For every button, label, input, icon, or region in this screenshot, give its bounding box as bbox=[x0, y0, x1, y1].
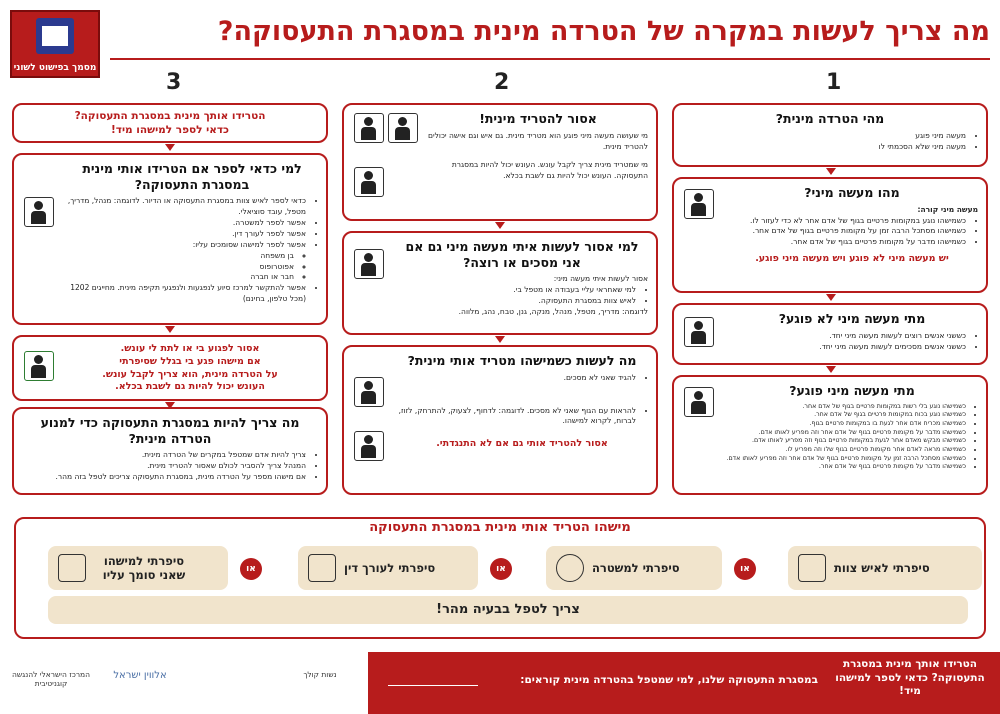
list-item: • צריך להיות אדם שמטפל במקרים של הטרדה מינית. bbox=[22, 450, 306, 461]
box-forbidden-harassment bbox=[342, 103, 658, 221]
box-lead: אסור לעשות איתי מעשה מיני: bbox=[553, 274, 648, 284]
list-item: • המנהל צריך להסביר לכולם שאסור להטריד מינית. bbox=[22, 461, 306, 472]
title-divider bbox=[110, 58, 990, 60]
box-note: אסור להטריד אותי גם אם לא התנגדתי. bbox=[436, 438, 608, 450]
callout-line: על הטרדה מינית, הוא צריך לקבל עונש. bbox=[102, 368, 278, 380]
list-item: • כשמישהו מכריח אדם אחר לגעת בו במקומות פרטיים בגוף. bbox=[726, 420, 966, 429]
box-what-is-sexual-act bbox=[672, 177, 988, 293]
list-item: • כדאי לספר לאיש צוות במסגרת התעסוקה או הדיור. לדוגמה: מנהל, מדריך, מטפל, עובד סוציאלי. bbox=[66, 196, 306, 218]
police-badge-icon bbox=[556, 554, 584, 582]
urgent-banner: צריך לטפל בבעיה מהר! bbox=[48, 596, 968, 624]
list-item: • כשמישהו נוגע בלי רשות במקומות פרטיים בגוף של אדם אחר. bbox=[726, 403, 966, 412]
arrow-down-icon bbox=[165, 144, 175, 151]
list-item: • כשמישהו מדבר על מקומות פרטיים בגוף של אדם אחר וזה מפריע לאותו אדם. bbox=[726, 429, 966, 438]
page-title: מה צריך לעשות במקרה של הטרדה מינית במסגרת התעסוקה? bbox=[217, 16, 990, 47]
box-note: יש מעשה מיני לא פוגע ויש מעשה מיני פוגע. bbox=[755, 253, 949, 265]
box-lead: מעשה מיני קורה: bbox=[917, 204, 978, 214]
box-who-is-forbidden bbox=[342, 231, 658, 335]
box-what-to-do bbox=[342, 345, 658, 495]
box-title: מתי מעשה מיני פוגע? bbox=[789, 383, 915, 398]
list-item: • מעשה מיני שלא הסכמתי לו bbox=[682, 142, 966, 153]
or-badge: או bbox=[240, 558, 262, 580]
box-title: למי אסור לעשות איתי מעשה מיני גם אם אני מסכים או רוצה? bbox=[405, 239, 639, 270]
say-no-icon bbox=[354, 377, 384, 407]
list-item: ◦ חבר או חברה bbox=[66, 272, 294, 283]
book-reader-icon bbox=[36, 18, 74, 54]
list-item: • כשמישהו מדבר על מקומות פרטיים בגוף של אדם אחר. bbox=[726, 463, 966, 472]
staff-icon bbox=[354, 249, 384, 279]
or-badge: או bbox=[734, 558, 756, 580]
or-badge: או bbox=[490, 558, 512, 580]
box-title: מהי הטרדה מינית? bbox=[775, 111, 885, 126]
list-item: • להראות עם הגוף שאני לא מסכים. לדוגמה: לדחוף, לצעוק, להתרחק, לזוז, לברוח, לקרוא למישהו. bbox=[396, 406, 636, 428]
option-staff bbox=[788, 546, 982, 590]
logo bbox=[10, 10, 100, 78]
list-item: • כשמישהו מדבר על מקומות פרטיים בגוף של אדם אחר. bbox=[726, 237, 966, 248]
box-prevention bbox=[12, 407, 328, 495]
stop-hand-icon bbox=[354, 431, 384, 461]
footer-lead: הטרידו אותך מינית במסגרת התעסוקה? כדאי לספר למישהו מיד! bbox=[835, 658, 985, 698]
box-title: למי כדאי לספר אם הטרידו אותי מינית במסגרת התעסוקה? bbox=[82, 161, 302, 192]
list-item: • כששני אנשים רוצים לעשות מעשה מיני יחד. bbox=[726, 331, 966, 342]
hug-icon bbox=[684, 317, 714, 347]
conversation-icon bbox=[58, 554, 86, 582]
list-item: • להגיד שאני לא מסכים. bbox=[396, 373, 636, 384]
box-title: מה צריך להיות במסגרת התעסוקה כדי למנוע הטרדה מינית? bbox=[40, 415, 300, 446]
list-item: • כשמישהו מראה לאדם אחר מקומות פרטיים בגוף שלו וזה מפריע לו. bbox=[726, 446, 966, 455]
option-label: סיפרתי למשטרה bbox=[592, 560, 680, 575]
list-item: • כשמישהו מסתכל הרבה זמן על מקומות פרטיים בגוף של אדם אחר. bbox=[726, 226, 966, 237]
talking-icon bbox=[24, 197, 54, 227]
box-no-retaliation bbox=[12, 335, 328, 401]
box-what-is-harassment bbox=[672, 103, 988, 167]
option-label: סיפרתי לעורך דין bbox=[344, 560, 436, 575]
list-item: • מעשה מיני פוגע bbox=[682, 131, 966, 142]
arrow-down-icon bbox=[826, 168, 836, 175]
box-title: מתי מעשה מיני לא פוגע? bbox=[778, 311, 926, 326]
box-harmful-act bbox=[672, 375, 988, 495]
partner-logo: נשות קולך bbox=[303, 670, 337, 679]
arrow-down-icon bbox=[826, 366, 836, 373]
box-example: לדוגמה: מדריך, מטפל, מנהל, מנקה, גנן, טבח, נהג, מלווה. bbox=[458, 306, 648, 316]
option-trusted-person bbox=[48, 546, 228, 590]
desk-person-icon bbox=[798, 554, 826, 582]
flow-title: מישהו הטריד אותי מינית במסגרת התעסוקה bbox=[369, 520, 631, 535]
list-item: • אפשר להתקשר למרכז סיוע לנפגעות ולנפגעי תקיפה מינית. מחייגים 1202 (מכל טלפון, בחינם) bbox=[66, 283, 306, 305]
push-icon bbox=[388, 113, 418, 143]
column-number-1: 1 bbox=[826, 70, 842, 95]
option-police bbox=[546, 546, 722, 590]
callout-line: הטרידו אותך מינית במסגרת התעסוקה? bbox=[74, 110, 266, 122]
list-item: • כששני אנשים מסכימים לעשות מעשה מיני יחד. bbox=[726, 342, 966, 353]
list-item: • כשמישהו מסתכל הרבה זמן על מקומות פרטיים בגוף של אדם אחר וזה מפריע לאותו אדם. bbox=[726, 455, 966, 464]
box-tell-someone bbox=[12, 103, 328, 143]
harassment-icon bbox=[684, 387, 714, 417]
list-item: • אפשר לספר לעורך דין. bbox=[66, 229, 306, 240]
fill-in-line[interactable] bbox=[388, 685, 478, 686]
list-item: • כשמישהו נוגע במקומות פרטיים בגוף של אדם אחר לא כדי לעזור לו. bbox=[726, 216, 966, 227]
option-label: סיפרתי לאיש צוות bbox=[834, 560, 930, 575]
box-title: מהו מעשה מיני? bbox=[804, 185, 900, 200]
box-text: מי שעושה מעשה מיני פוגע הוא מטריד מינית. גם איש וגם אישה יכולים להטריד מינית. bbox=[428, 130, 648, 151]
lawyer-icon bbox=[308, 554, 336, 582]
couple-icon bbox=[684, 189, 714, 219]
list-item: • אפשר לספר למשטרה. bbox=[66, 218, 306, 229]
box-text: מי שמטריד מינית צריך לקבל עונש. העונש יכול להיות במסגרת התעסוקה. העונש יכול להיות גם לשבת בכלא. bbox=[451, 160, 648, 181]
column-number-3: 3 bbox=[166, 70, 182, 95]
logo-caption: מסמך בפישוט לשוני bbox=[13, 63, 97, 73]
list-item: • כשמישהו מבקש מאדם אחר לגעת במקומות פרטיים בגוף וזה מפריע לאותו אדם. bbox=[726, 437, 966, 446]
callout-line: אם מישהו פגע בי בגלל שסיפרתי bbox=[119, 355, 261, 367]
list-item: • אם מישהו מספר על הטרדה מינית, במסגרת התעסוקה צריכים לטפל בזה מהר. bbox=[22, 472, 306, 483]
grab-icon bbox=[354, 113, 384, 143]
option-lawyer bbox=[298, 546, 478, 590]
arrow-down-icon bbox=[495, 222, 505, 229]
partner-logo: המרכז הישראלי להנגשה קוגניטיבית bbox=[11, 670, 91, 688]
partner-logo: אלווין ישראל bbox=[113, 670, 167, 681]
footer-banner bbox=[368, 652, 1000, 714]
list-item: ◦ אפוטרופוס bbox=[66, 262, 294, 273]
arrow-down-icon bbox=[165, 326, 175, 333]
callout-line: אסור לפגוע בי או לתת לי עונש. bbox=[120, 343, 260, 354]
check-person-icon bbox=[24, 351, 54, 381]
list-item: • כשמישהו נוגע בכוח במקומות פרטיים בגוף של אדם אחר. bbox=[726, 411, 966, 420]
box-title: מה לעשות כשמישהו מטריד אותי מינית? bbox=[407, 353, 637, 368]
callout-line: כדאי לספר למישהו מיד! bbox=[110, 124, 229, 137]
box-who-to-tell bbox=[12, 153, 328, 325]
list-item: • לאיש צוות במסגרת התעסוקה. bbox=[396, 296, 636, 307]
column-number-2: 2 bbox=[494, 70, 510, 95]
footer-question: במסגרת התעסוקה שלנו, למי שמטפל בהטרדה מינית קוראים: bbox=[520, 674, 818, 686]
callout-line: העונש יכול להיות גם לשבת בכלא. bbox=[115, 381, 265, 393]
arrow-down-icon bbox=[495, 336, 505, 343]
jail-icon bbox=[354, 167, 384, 197]
arrow-down-icon bbox=[826, 294, 836, 301]
list-item: ◦ בן משפחה bbox=[66, 251, 294, 262]
box-title: אסור להטריד מינית! bbox=[479, 111, 597, 126]
box-non-harmful-act bbox=[672, 303, 988, 365]
list-item: • למי שאחראי עליי בעבודה או מטפל בי. bbox=[396, 285, 636, 296]
option-label: סיפרתי למישהו שאני סומך עליו bbox=[102, 553, 186, 582]
list-item: • אפשר לספר למישהו שסומכים עליו: bbox=[66, 240, 306, 251]
